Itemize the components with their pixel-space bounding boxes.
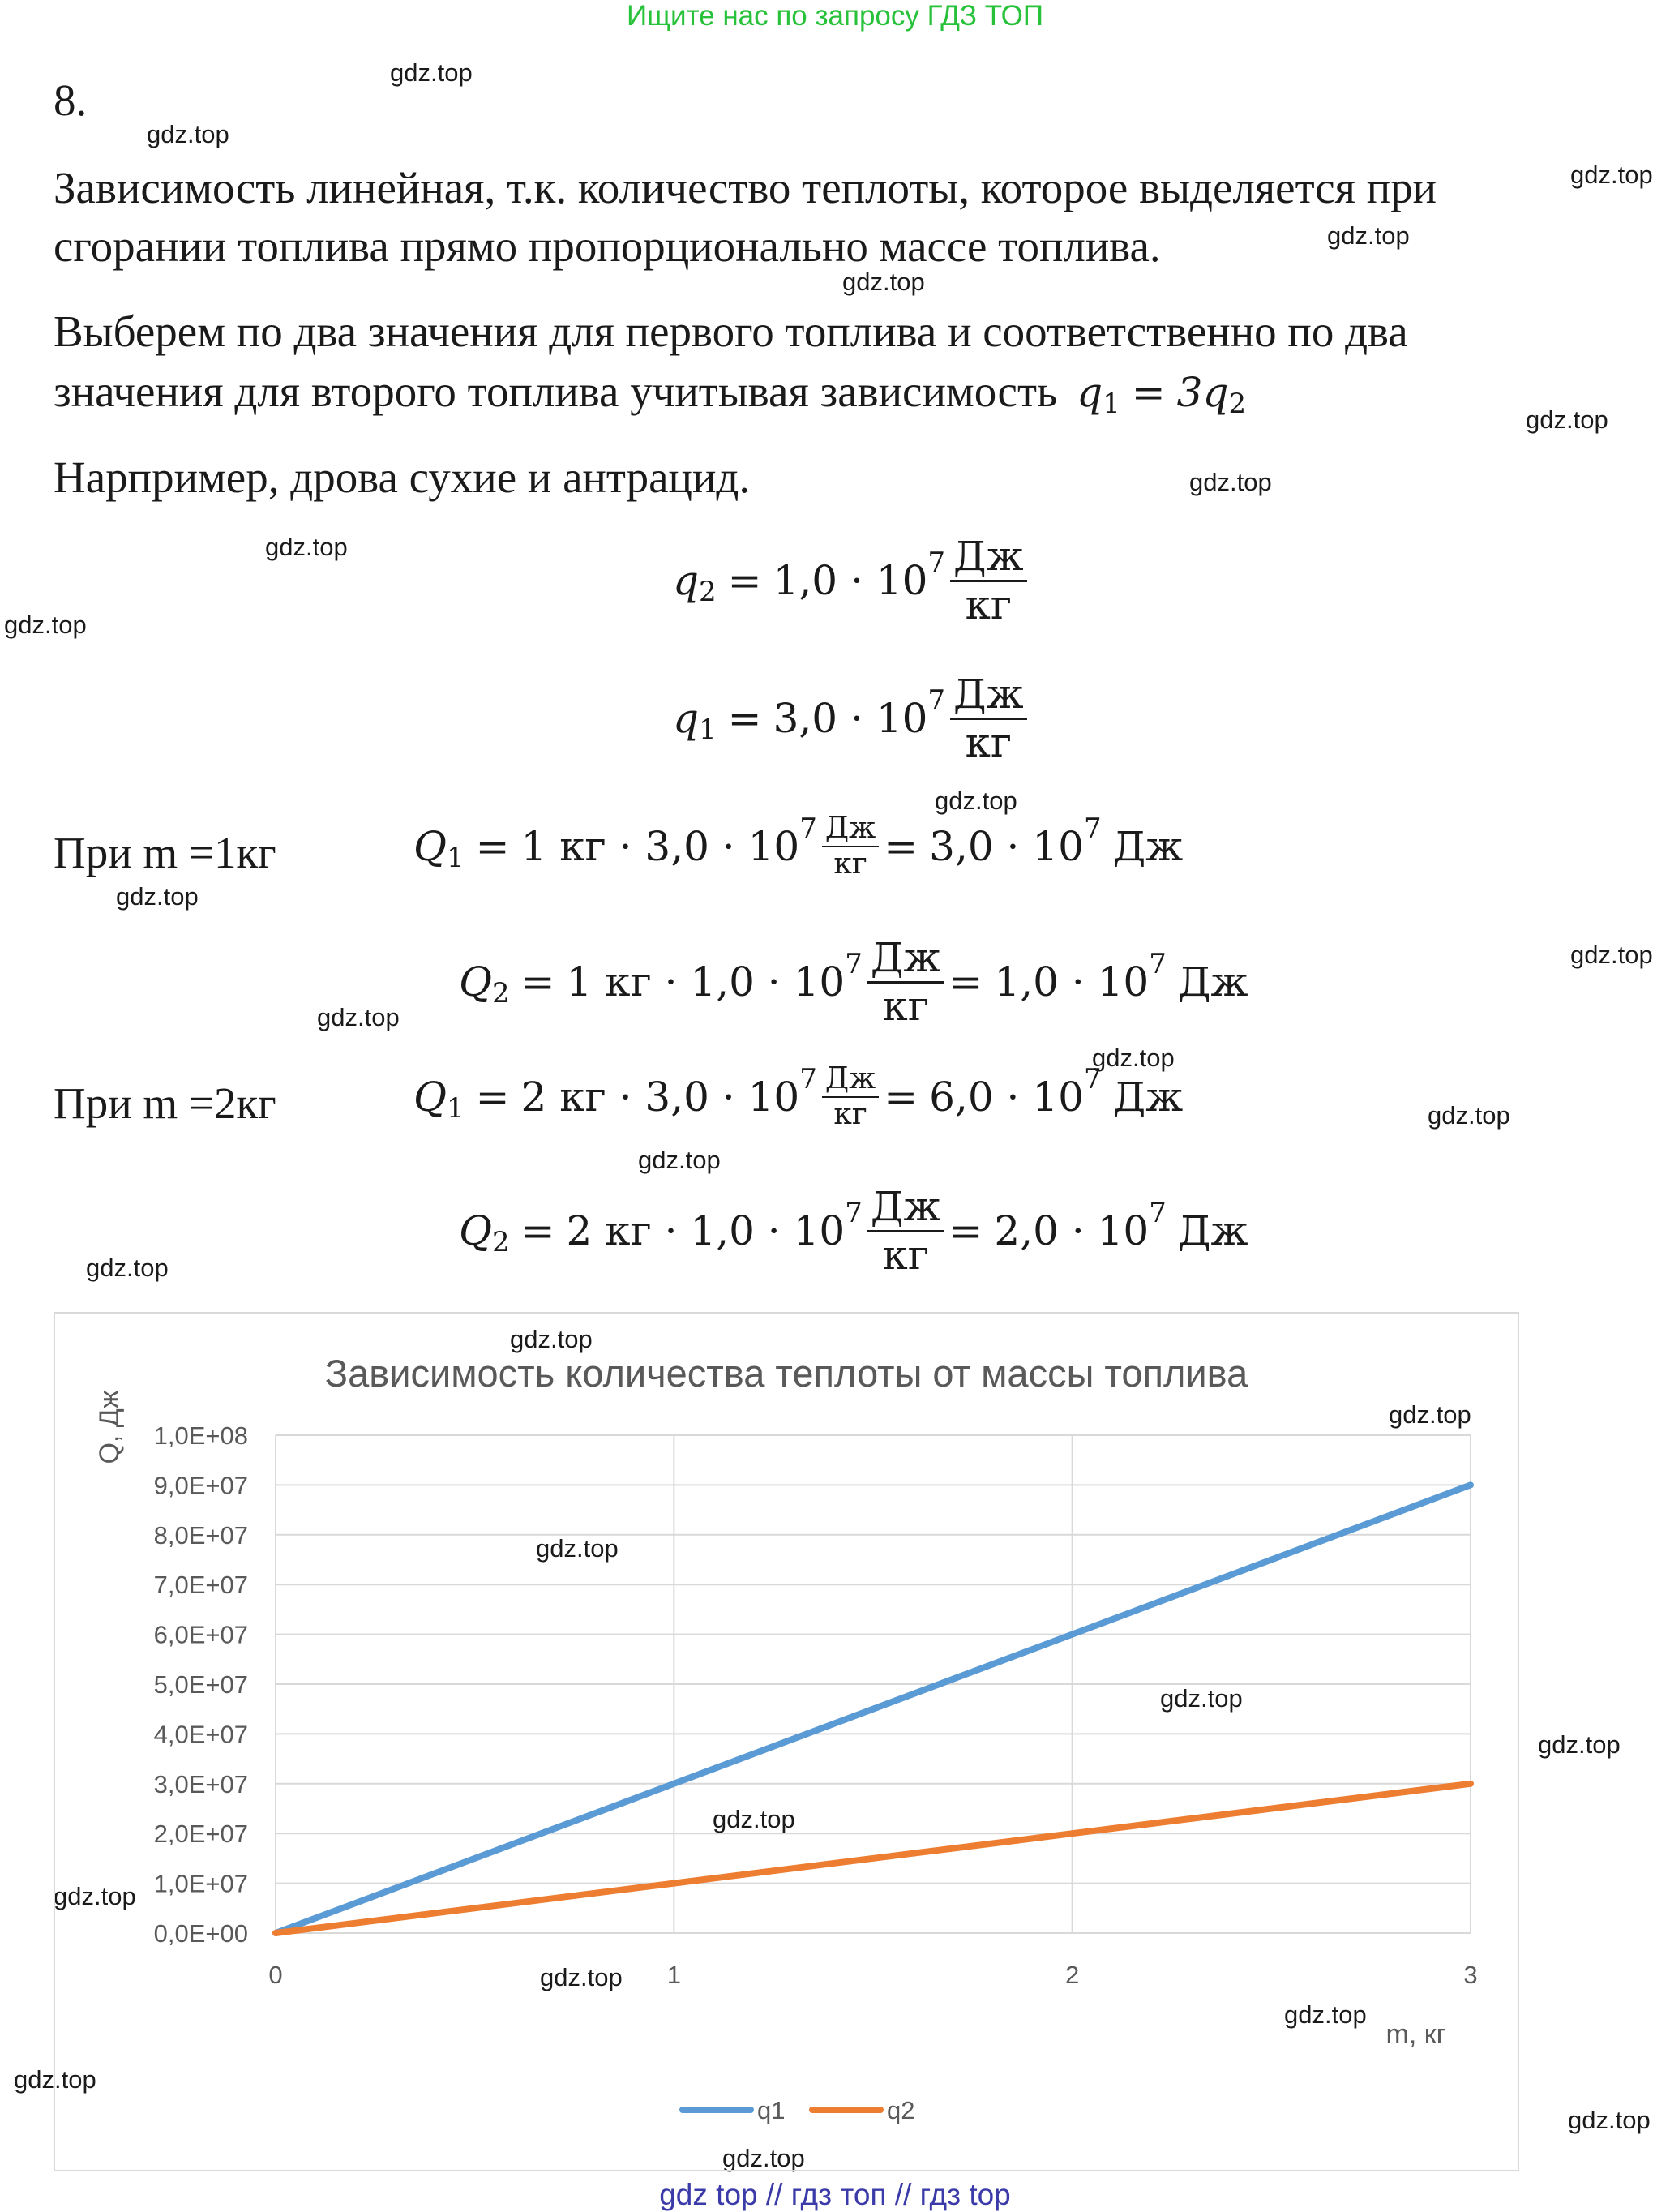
series-line-q1 — [276, 1485, 1471, 1933]
formula-q1 — [673, 673, 1032, 764]
series-line-q2 — [276, 1784, 1471, 1933]
y-tick-label: 3,0E+07 — [153, 1769, 248, 1798]
x-tick-label: 1 — [666, 1961, 681, 1989]
c1-Q2-symbol: Q — [459, 958, 492, 1005]
watermark: gdz.top — [1538, 1730, 1621, 1759]
c1-Q2-exp: 7 — [845, 948, 863, 980]
legend-label-q2: q2 — [887, 2096, 915, 2124]
c1-Q2-result-exp: 7 — [1149, 948, 1167, 980]
c1-Q1-result-unit: Дж — [1112, 822, 1184, 870]
c1-Q2-expression: 1 кг · 1,0 · 10 — [566, 958, 846, 1005]
y-tick-label: 0,0E+00 — [153, 1919, 248, 1948]
case-1-label: При m =1кг — [54, 828, 276, 877]
c2-Q2-unit-num: Дж — [867, 1185, 944, 1232]
c2-Q2-equals: = — [520, 1207, 555, 1254]
relation-rhs: 3q — [1176, 369, 1229, 416]
watermark: gdz.top — [147, 120, 229, 148]
watermark: gdz.top — [1160, 1684, 1243, 1713]
c1-Q2-sub: 2 — [492, 977, 510, 1010]
paragraph-2-line-1: Выберем по два значения для первого топлива и соответственно по два — [54, 307, 1408, 356]
y-tick-label: 6,0E+07 — [153, 1620, 248, 1649]
relation-formula — [1077, 363, 1246, 422]
c2-Q1-expression: 2 кг · 3,0 · 10 — [520, 1073, 800, 1121]
c2-Q2-result: 2,0 · 10 — [994, 1207, 1150, 1254]
formula-case1-Q2 — [459, 934, 1248, 1030]
x-axis-label: m, кг — [1385, 2019, 1446, 2050]
q1-equals: = — [727, 695, 762, 742]
q2-value: 1,0 · 10 — [773, 557, 928, 604]
chart-container — [54, 1312, 1519, 2171]
c2-Q2-result-exp: 7 — [1149, 1197, 1167, 1229]
relation-rhs-sub: 2 — [1228, 388, 1247, 420]
c2-Q1-symbol: Q — [413, 1073, 447, 1121]
c2-Q2-unit-den: кг — [882, 1231, 929, 1279]
watermark: gdz.top — [1327, 221, 1410, 250]
y-tick-label: 7,0E+07 — [153, 1571, 248, 1600]
c1-Q1-unit-den: кг — [833, 847, 867, 881]
c2-Q2-result-unit: Дж — [1177, 1207, 1248, 1254]
formula-case2-Q2 — [459, 1183, 1248, 1279]
c1-Q1-exp: 7 — [799, 812, 817, 845]
q2-unit — [950, 535, 1027, 626]
watermark: gdz.top — [390, 58, 473, 87]
watermark: gdz.top — [536, 1534, 619, 1563]
watermark: gdz.top — [14, 2065, 96, 2094]
watermark: gdz.top — [317, 1003, 400, 1031]
q2-unit-num: Дж — [950, 535, 1027, 582]
formula-case1-Q1 — [413, 813, 1183, 880]
c1-Q2-unit — [867, 934, 944, 1030]
watermark: gdz.top — [1570, 161, 1653, 189]
watermark: gdz.top — [1568, 2106, 1651, 2134]
paragraph-2-text: значения для второго топлива учитывая зависимость — [54, 367, 1058, 416]
formula-q2 — [673, 535, 1032, 626]
c1-Q1-equals: = — [475, 822, 510, 870]
watermark: gdz.top — [638, 1146, 721, 1174]
c2-Q1-equals-2: = — [884, 1073, 918, 1121]
watermark: gdz.top — [1189, 468, 1272, 496]
c1-Q1-symbol: Q — [413, 822, 447, 870]
relation-equals: = — [1131, 369, 1166, 416]
watermark: gdz.top — [713, 1805, 795, 1833]
q2-unit-den: кг — [965, 581, 1013, 628]
y-axis-label: Q, Дж — [94, 1390, 125, 1464]
c1-Q2-result: 1,0 · 10 — [994, 958, 1150, 1005]
c2-Q1-unit — [822, 1064, 879, 1130]
c2-Q1-unit-num: Дж — [822, 1064, 879, 1098]
watermark: gdz.top — [722, 2144, 805, 2172]
watermark: gdz.top — [1526, 405, 1608, 434]
c2-Q1-exp: 7 — [799, 1062, 817, 1095]
footer-links[interactable]: gdz top // гдз топ // гдз top — [659, 2178, 1011, 2211]
y-tick-label: 1,0E+07 — [153, 1869, 248, 1898]
c2-Q1-result-exp: 7 — [1083, 1062, 1102, 1095]
c2-Q2-sub: 2 — [492, 1226, 510, 1258]
q1-unit-num: Дж — [950, 673, 1027, 720]
watermark: gdz.top — [1570, 941, 1653, 969]
c2-Q1-unit-den: кг — [833, 1097, 867, 1131]
x-tick-label: 0 — [268, 1961, 283, 1989]
watermark: gdz.top — [842, 268, 925, 296]
q1-exp: 7 — [927, 684, 946, 717]
c1-Q1-unit — [822, 813, 879, 880]
c1-Q1-expression: 1 кг · 3,0 · 10 — [520, 822, 800, 870]
c2-Q2-expression: 2 кг · 1,0 · 10 — [566, 1207, 846, 1254]
y-tick-label: 9,0E+07 — [153, 1471, 248, 1500]
watermark: gdz.top — [86, 1254, 169, 1282]
watermark: gdz.top — [935, 787, 1017, 815]
q1-unit — [950, 673, 1027, 764]
watermark: gdz.top — [4, 611, 87, 639]
watermark: gdz.top — [54, 1882, 136, 1910]
c2-Q2-exp: 7 — [845, 1197, 863, 1229]
c2-Q1-equals: = — [475, 1073, 510, 1121]
c1-Q1-equals-2: = — [884, 822, 918, 870]
c2-Q2-symbol: Q — [459, 1207, 492, 1254]
c2-Q1-sub: 1 — [447, 1091, 465, 1125]
c1-Q1-result-exp: 7 — [1083, 812, 1102, 845]
paragraph-2-line-2 — [54, 362, 1246, 422]
search-banner[interactable]: Ищите нас по запросу ГДЗ ТОП — [627, 0, 1043, 32]
watermark: gdz.top — [1092, 1044, 1175, 1072]
paragraph-1-line-1: Зависимость линейная, т.к. количество теплоты, которое выделяется при — [54, 163, 1437, 212]
c2-Q1-result: 6,0 · 10 — [929, 1073, 1084, 1121]
y-tick-label: 8,0E+07 — [153, 1520, 248, 1550]
y-tick-label: 2,0E+07 — [153, 1820, 248, 1849]
watermark: gdz.top — [116, 882, 199, 911]
c1-Q2-unit-den: кг — [882, 982, 929, 1030]
formula-case2-Q1 — [413, 1064, 1183, 1130]
y-tick-label: 4,0E+07 — [153, 1720, 248, 1749]
paragraph-3: Нарпример, дрова сухие и антрацид. — [54, 452, 751, 502]
x-tick-label: 2 — [1065, 1961, 1080, 1989]
c1-Q2-result-unit: Дж — [1177, 958, 1248, 1005]
relation-lhs-sub: 1 — [1103, 388, 1120, 420]
c1-Q2-unit-num: Дж — [867, 937, 944, 984]
watermark: gdz.top — [1428, 1101, 1510, 1130]
q1-unit-den: кг — [965, 718, 1013, 766]
case-2-label: При m =2кг — [54, 1078, 276, 1128]
watermark: gdz.top — [510, 1325, 593, 1353]
line-chart — [55, 1314, 1518, 2170]
watermark: gdz.top — [265, 533, 348, 561]
relation-lhs: q — [1077, 369, 1103, 416]
paragraph-1-line-2: сгорании топлива прямо пропорционально массе топлива. — [54, 221, 1161, 271]
problem-number: 8. — [54, 75, 88, 125]
q1-value: 3,0 · 10 — [773, 695, 928, 742]
q2-symbol: q — [673, 557, 700, 604]
c1-Q2-equals: = — [520, 958, 555, 1005]
legend-label-q1: q1 — [757, 2096, 786, 2124]
q2-exp: 7 — [927, 547, 946, 579]
q2-sub: 2 — [699, 576, 717, 608]
c2-Q2-unit — [867, 1183, 944, 1279]
watermark: gdz.top — [540, 1963, 623, 1991]
y-tick-label: 1,0E+08 — [153, 1421, 248, 1450]
c1-Q1-result: 3,0 · 10 — [929, 822, 1084, 870]
x-tick-label: 3 — [1463, 1961, 1478, 1989]
y-tick-label: 5,0E+07 — [153, 1670, 248, 1699]
c1-Q1-sub: 1 — [447, 841, 465, 874]
watermark: gdz.top — [1389, 1400, 1471, 1429]
watermark: gdz.top — [1284, 2000, 1367, 2029]
c1-Q2-equals-2: = — [948, 958, 983, 1005]
q1-sub: 1 — [699, 714, 717, 746]
c1-Q1-unit-num: Дж — [822, 813, 879, 847]
c2-Q1-result-unit: Дж — [1112, 1073, 1184, 1121]
q2-equals: = — [727, 557, 762, 604]
chart-title: Зависимость количества теплоты от массы топлива — [324, 1352, 1248, 1395]
q1-symbol: q — [673, 695, 700, 742]
c2-Q2-equals-2: = — [948, 1207, 983, 1254]
